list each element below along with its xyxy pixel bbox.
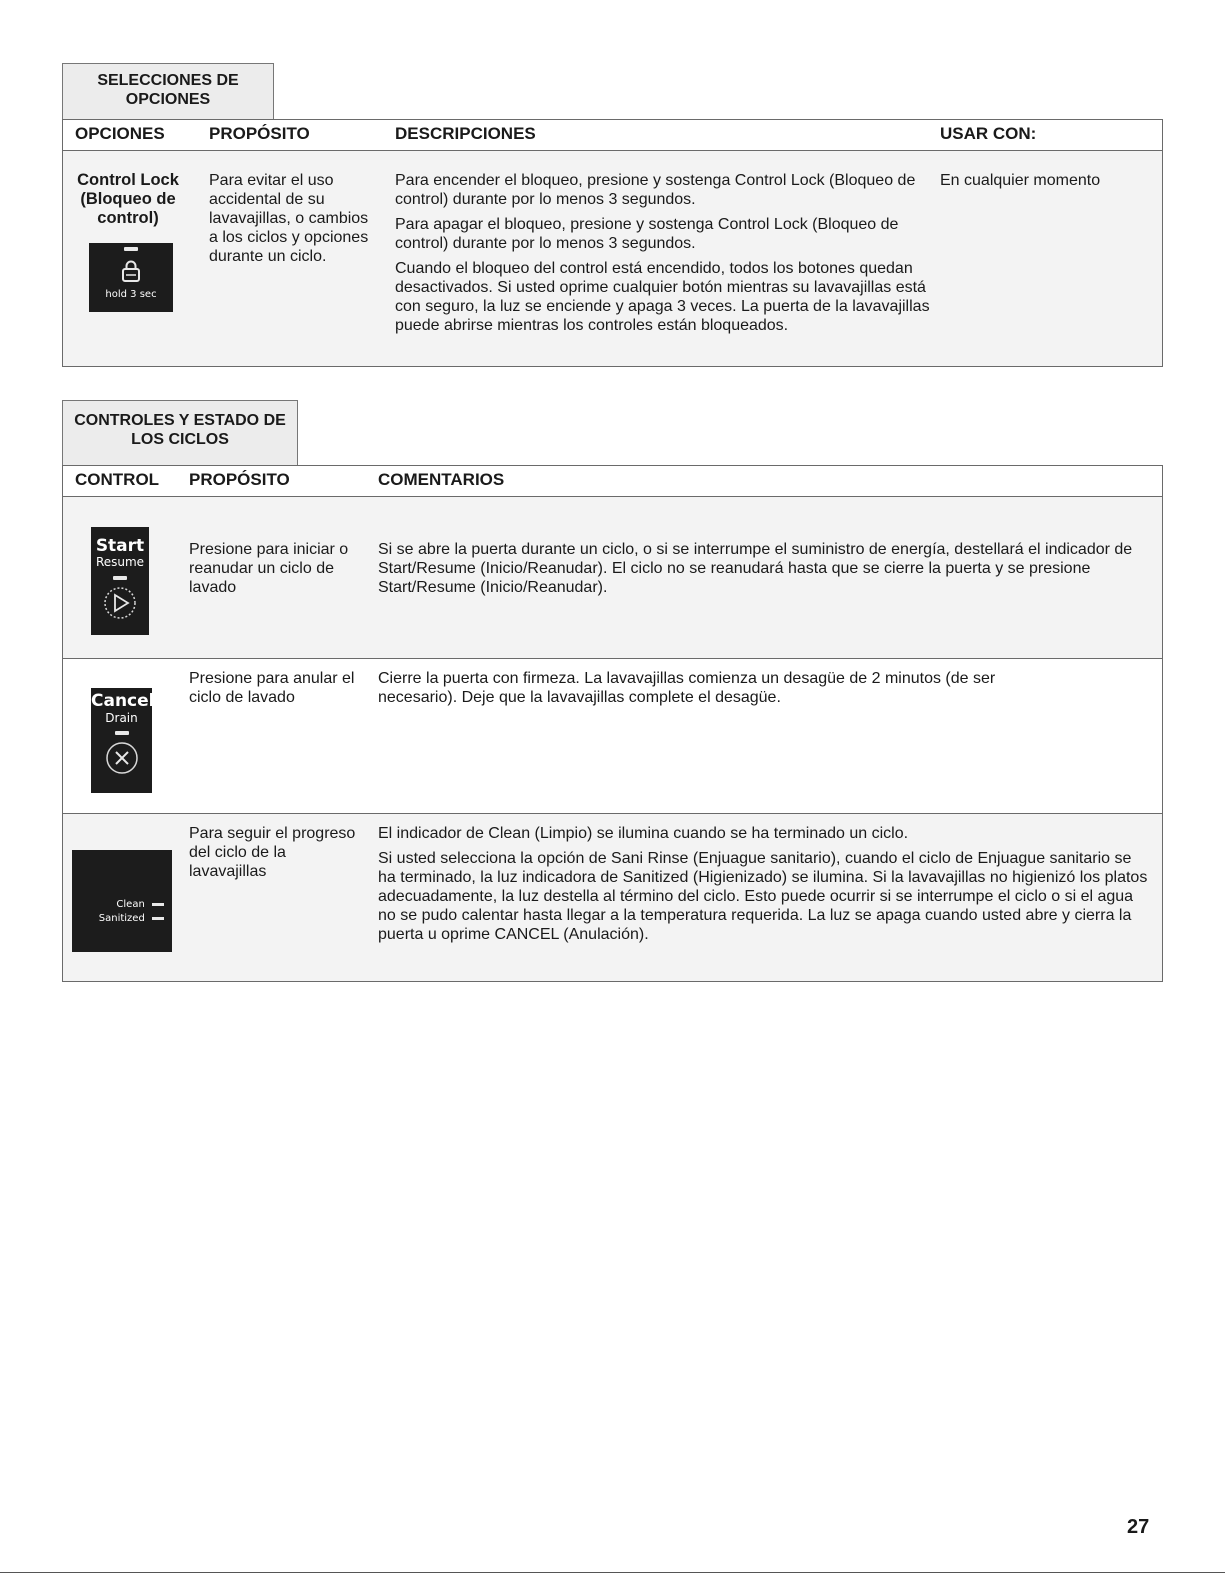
section-tab-opciones [62, 63, 274, 119]
control-purpose: Para seguir el progreso del ciclo de la lavavajillas [189, 825, 356, 880]
comment-paragraph: Si se abre la puerta durante un ciclo, o si se interrumpe el suministro de energía, destellará el indicador de Start/Resume (Inicio/Reanudar). El ciclo no se reanudará hasta que se cierre la puerta y se presione Start/Resume (Inicio/Reanudar). [378, 541, 1133, 596]
resume-label: Resume [95, 555, 145, 569]
hold-label: hold 3 sec [105, 289, 157, 300]
comment-paragraph: Si usted selecciona la opción de Sani Rinse (Enjuague sanitario), cuando el ciclo de Enjuague sanitario se ha terminado, la luz indicadora de Sanitized (Higienizado) se ilumina. Si la lavavajillas no higienizó los platos adecuadamente, la luz destella al término del ciclo. Esto puede ocurrir si se interrumpe el ciclo o si el agua no se pudo calentar hasta llegar a la temperatura requerida. La luz se apaga cuando usted abre y cierra la puerta u oprime CANCEL (Anulación). [378, 850, 1148, 943]
led-indicator [124, 247, 138, 251]
header-descripciones: DESCRIPCIONES [395, 124, 536, 143]
clean-label: Clean [116, 899, 145, 910]
control-row-status [63, 813, 1162, 981]
option-name: Control Lock (Bloqueo de control) [77, 171, 179, 227]
controls-table [62, 465, 1163, 982]
control-comments [378, 824, 1153, 950]
start-resume-button-image [91, 527, 149, 635]
controls-table-header [63, 466, 1162, 497]
description-paragraph: Cuando el bloqueo del control está encendido, todos los botones quedan desactivados. Si usted oprime cualquier botón mientras su lavavajillas está con seguro, la luz se enciende y apaga 3 veces. La puerta de la lavavajillas puede abrirse mientras los controles están bloqueados. [395, 260, 930, 334]
header-usar-con: USAR CON: [940, 124, 1037, 143]
control-purpose: Presione para iniciar o reanudar un ciclo de lavado [189, 541, 349, 596]
option-purpose: Para evitar el uso accidental de su lavavajillas, o cambios a los ciclos y opciones durante un ciclo. [209, 172, 369, 265]
section-tab-controles [62, 400, 298, 466]
options-table-header [63, 120, 1162, 151]
start-label: Start [95, 536, 145, 556]
status-indicator-image [72, 850, 172, 952]
led-indicator [113, 576, 127, 580]
options-table [62, 119, 1163, 367]
sanitized-led [152, 917, 164, 920]
header-control: CONTROL [75, 470, 160, 489]
play-icon [103, 586, 137, 620]
led-indicator [115, 731, 129, 735]
control-row-cancel [63, 658, 1162, 813]
comment-paragraph: Cierre la puerta con firmeza. La lavavajillas comienza un desagüe de 2 minutos (de ser necesario). Deje que la lavavajillas complete el desagüe. [378, 670, 996, 706]
header-opciones: OPCIONES [75, 124, 165, 143]
control-comments [378, 540, 1148, 603]
section-tab-title: CONTROLES Y ESTADO DE LOS CICLOS [74, 412, 286, 448]
option-row-control-lock [63, 151, 1162, 367]
control-comments [378, 669, 1078, 713]
header-proposito: PROPÓSITO [189, 470, 290, 489]
section-tab-title: SELECCIONES DE OPCIONES [97, 72, 239, 108]
header-comentarios: COMENTARIOS [378, 470, 505, 489]
description-paragraph: Para apagar el bloqueo, presione y sostenga Control Lock (Bloqueo de control) durante por lo menos 3 segundos. [395, 216, 899, 252]
drain-label: Drain [105, 711, 138, 725]
control-row-start [63, 497, 1162, 658]
option-use-with: En cualquier momento [940, 172, 1101, 189]
comment-paragraph: El indicador de Clean (Limpio) se ilumina cuando se ha terminado un ciclo. [378, 825, 909, 842]
status-clean [72, 898, 172, 912]
sanitized-label: Sanitized [98, 913, 145, 924]
option-descriptions [395, 171, 935, 341]
clean-led [152, 903, 164, 906]
cancel-drain-button-image [91, 688, 155, 793]
control-purpose: Presione para anular el ciclo de lavado [189, 670, 355, 706]
description-paragraph: Para encender el bloqueo, presione y sostenga Control Lock (Bloqueo de control) durante por lo menos 3 segundos. [395, 172, 916, 208]
cancel-label: Cancel [91, 691, 155, 711]
page-bottom-rule [0, 1572, 1225, 1573]
lock-icon [119, 259, 143, 283]
page-number: 27 [1127, 1516, 1150, 1538]
control-lock-button-image [89, 243, 173, 312]
cancel-x-icon [105, 741, 139, 775]
header-proposito: PROPÓSITO [209, 124, 310, 143]
status-sanitized [72, 912, 172, 926]
